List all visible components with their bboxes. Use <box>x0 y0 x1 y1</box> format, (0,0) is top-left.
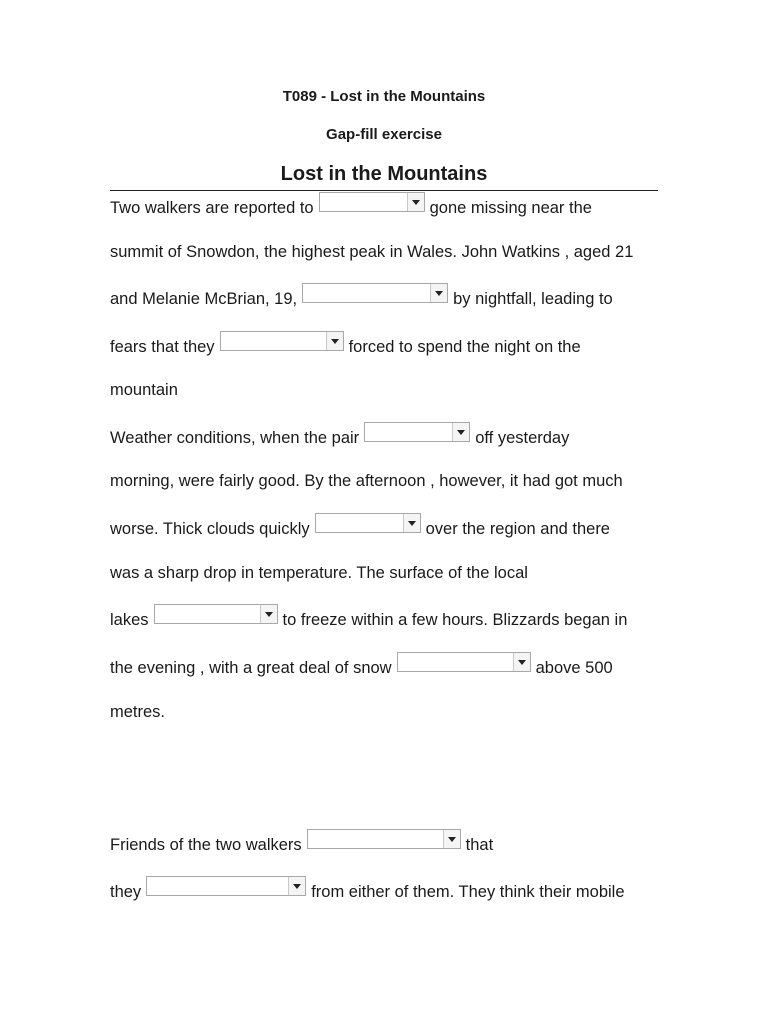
paragraph-line-5 <box>110 379 178 401</box>
text-segment: lakes <box>110 611 149 629</box>
text-segment: over the region and there <box>425 520 610 538</box>
paragraph-line-10 <box>110 609 627 631</box>
paragraph-line-3 <box>110 288 613 310</box>
text-segment: they <box>110 883 142 901</box>
text-segment: metres. <box>110 703 166 721</box>
chevron-down-icon[interactable] <box>443 830 460 848</box>
gap-2-dropdown[interactable] <box>302 283 448 303</box>
paragraph-line-8 <box>110 518 610 540</box>
gap-9-dropdown[interactable] <box>146 876 306 896</box>
chevron-down-icon[interactable] <box>288 877 305 895</box>
text-segment: worse. Thick clouds quickly <box>110 520 310 538</box>
text-segment: Two walkers are reported to <box>110 199 314 217</box>
paragraph-line-6 <box>110 427 569 449</box>
text-segment: that <box>465 836 494 854</box>
text-segment: the evening , with a great deal of snow <box>110 659 392 677</box>
text-segment: off yesterday <box>475 429 570 447</box>
gap-3-dropdown[interactable] <box>220 331 344 351</box>
chevron-down-icon[interactable] <box>403 514 420 532</box>
text-segment: mountain <box>110 381 178 399</box>
paragraph-line-14 <box>110 881 625 903</box>
text-segment: summit of Snowdon, the highest peak in Wales. John Watkins , aged 21 <box>110 243 634 261</box>
paragraph-line-1 <box>110 197 592 219</box>
text-segment: Friends of the two walkers <box>110 836 302 854</box>
text-segment: fears that they <box>110 338 215 356</box>
chevron-down-icon[interactable] <box>260 605 277 623</box>
gap-4-dropdown[interactable] <box>364 422 470 442</box>
gap-7-dropdown[interactable] <box>397 652 531 672</box>
text-segment: to freeze within a few hours. Blizzards began in <box>282 611 628 629</box>
paragraph-line-12 <box>110 701 165 723</box>
paragraph-line-13 <box>110 834 493 856</box>
text-segment: forced to spend the night on the <box>348 338 581 356</box>
chevron-down-icon[interactable] <box>452 423 469 441</box>
text-segment: from either of them. They think their mobile <box>311 883 625 901</box>
text-segment: Weather conditions, when the pair <box>110 429 360 447</box>
text-segment: and Melanie McBrian, 19, <box>110 290 298 308</box>
document-code-title: T089 - Lost in the Mountains <box>282 88 486 105</box>
text-segment: was a sharp drop in temperature. The surface of the local <box>110 564 528 582</box>
chevron-down-icon[interactable] <box>326 332 343 350</box>
gap-1-dropdown[interactable] <box>319 192 425 212</box>
paragraph-line-9 <box>110 562 528 584</box>
paragraph-line-11 <box>110 657 613 679</box>
text-segment: by nightfall, leading to <box>453 290 613 308</box>
chevron-down-icon[interactable] <box>407 193 424 211</box>
paragraph-line-2 <box>110 241 633 263</box>
text-segment: above 500 <box>535 659 613 677</box>
chevron-down-icon[interactable] <box>513 653 530 671</box>
text-segment: morning, were fairly good. By the afternoon , however, it had got much <box>110 472 623 490</box>
title-divider <box>110 190 658 191</box>
gap-8-dropdown[interactable] <box>307 829 461 849</box>
chevron-down-icon[interactable] <box>430 284 447 302</box>
page-title: Lost in the Mountains <box>280 163 488 185</box>
document-subtitle: Gap-fill exercise <box>326 126 442 143</box>
gap-5-dropdown[interactable] <box>315 513 421 533</box>
paragraph-line-7 <box>110 470 623 492</box>
text-segment: gone missing near the <box>429 199 592 217</box>
paragraph-line-4 <box>110 336 581 358</box>
gap-6-dropdown[interactable] <box>154 604 278 624</box>
